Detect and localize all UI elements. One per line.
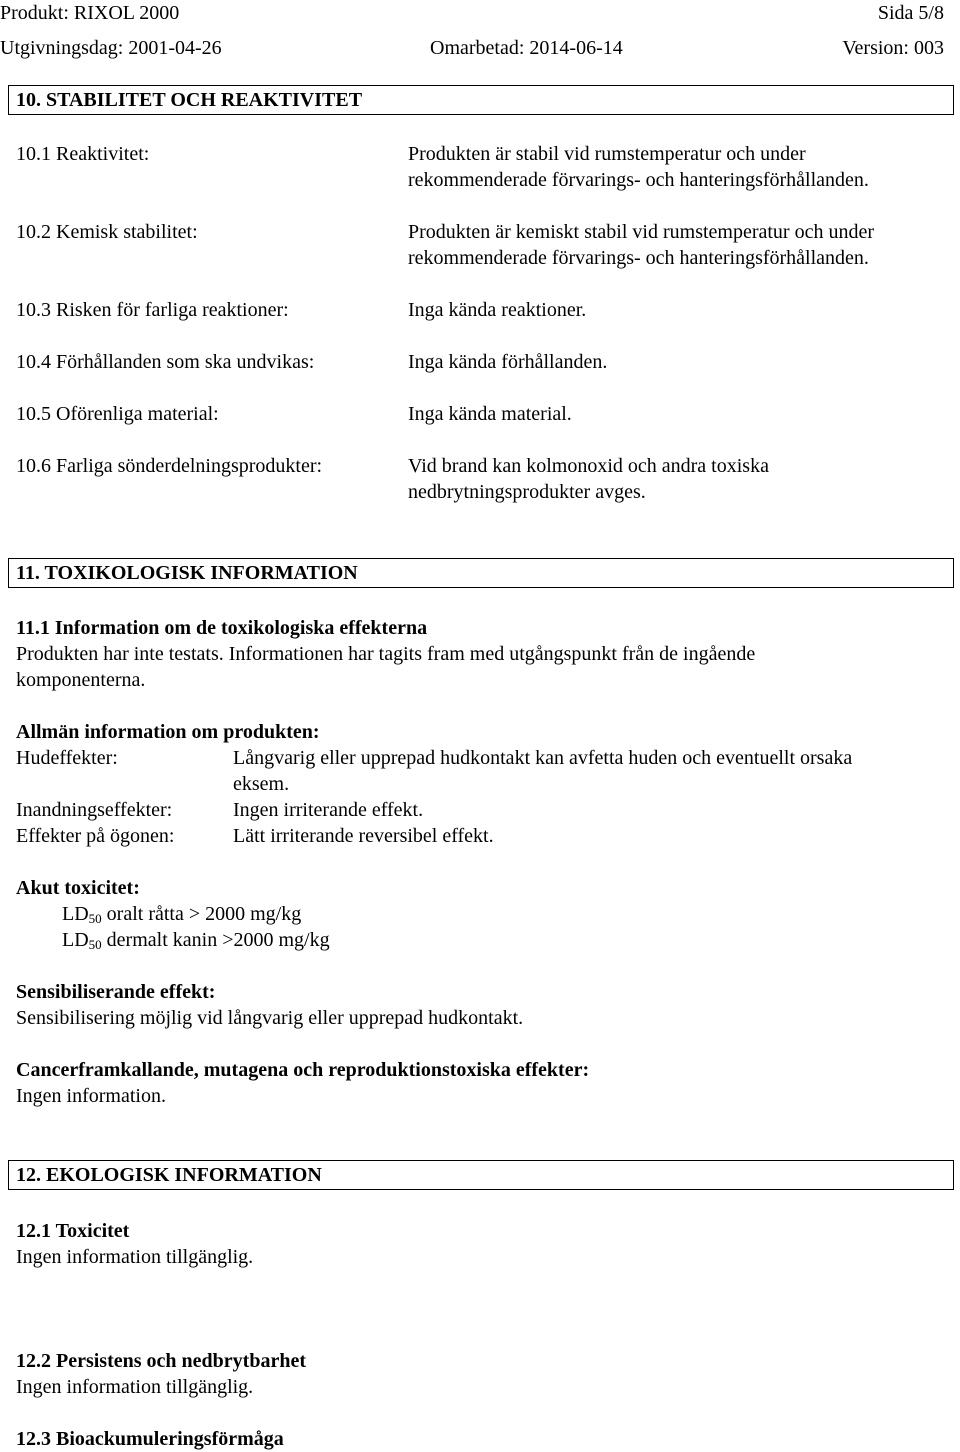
inhalation-effects-text: Ingen irriterande effekt. [233,799,424,821]
header-version: Version: 003 [842,37,944,59]
ld50-dermal-value: $LD_{50}$ dermalt kanin >2000 mg/kg [62,929,330,952]
item-10-6-label: 10.6 Farliga sönderdelningsprodukter: [16,455,323,477]
section-10-heading-box [8,85,954,115]
eye-effects-text: Lätt irriterande reversibel effekt. [233,825,494,847]
header-page-number: Sida 5/8 [877,2,944,24]
sub-12-2-text: Ingen information tillgänglig. [16,1376,254,1398]
item-10-3-label: 10.3 Risken för farliga reaktioner: [16,299,289,321]
sub-11-1-text-line-1: Produkten har inte testats. Informationen har tagits fram med utgångspunkt från de ingående [16,643,756,665]
item-10-1-text-line-1: Produkten är stabil vid rumstemperatur och under [408,143,806,165]
cmr-title: Cancerframkallande, mutagena och reproduktionstoxiska effekter: [16,1059,590,1081]
header-issue-date: Utgivningsdag: 2001-04-26 [0,37,222,59]
skin-effects-text-line-1: Långvarig eller upprepad hudkontakt kan avfetta huden och eventuellt orsaka [233,747,853,769]
acute-toxicity-title: Akut toxicitet: [16,877,140,899]
sub-12-3-title: 12.3 Bioackumuleringsförmåga [16,1428,284,1450]
item-10-4-text: Inga kända förhållanden. [408,351,608,373]
item-10-2-label: 10.2 Kemisk stabilitet: [16,221,198,243]
inhalation-effects-label: Inandningseffekter: [16,799,173,821]
item-10-4-label: 10.4 Förhållanden som ska undvikas: [16,351,315,373]
item-10-6-text-line-2: nedbrytningsprodukter avges. [408,481,646,503]
item-10-6-text-line-1: Vid brand kan kolmonoxid och andra toxiska [408,455,769,477]
item-10-1-label: 10.1 Reaktivitet: [16,143,150,165]
cmr-text: Ingen information. [16,1085,166,1107]
item-10-5-label: 10.5 Oförenliga material: [16,403,219,425]
section-11-title: 11. TOXIKOLOGISK INFORMATION [16,562,358,584]
section-12-title: 12. EKOLOGISK INFORMATION [16,1164,322,1186]
eye-effects-label: Effekter på ögonen: [16,825,175,847]
item-10-2-text-line-1: Produkten är kemiskt stabil vid rumstemperatur och under [408,221,875,243]
sub-12-1-text: Ingen information tillgänglig. [16,1246,254,1268]
section-12-heading-box [8,1160,954,1190]
skin-effects-text-line-2: eksem. [233,773,290,795]
skin-effects-label: Hudeffekter: [16,747,118,769]
sub-11-1-text-line-2: komponenterna. [16,669,146,691]
item-10-1-text-line-2: rekommenderade förvarings- och hanteringsförhållanden. [408,169,869,191]
sensitization-title: Sensibiliserande effekt: [16,981,216,1003]
sub-11-1-title: 11.1 Information om de toxikologiska effekterna [16,617,428,639]
sensitization-text: Sensibilisering möjlig vid långvarig eller upprepad hudkontakt. [16,1007,524,1029]
general-info-title: Allmän information om produkten: [16,721,320,743]
header-product: Produkt: RIXOL 2000 [0,2,180,24]
item-10-2-text-line-2: rekommenderade förvarings- och hanteringsförhållanden. [408,247,869,269]
ld50-oral-value: $LD_{50}$ oralt råtta > 2000 mg/kg [62,903,302,926]
item-10-5-text: Inga kända material. [408,403,572,425]
section-11-heading-box [8,558,954,588]
section-10-title: 10. STABILITET OCH REAKTIVITET [16,89,363,111]
sub-12-2-title: 12.2 Persistens och nedbrytbarhet [16,1350,306,1372]
header-revised-date: Omarbetad: 2014-06-14 [430,37,623,59]
sub-12-1-title: 12.1 Toxicitet [16,1220,130,1242]
item-10-3-text: Inga kända reaktioner. [408,299,587,321]
